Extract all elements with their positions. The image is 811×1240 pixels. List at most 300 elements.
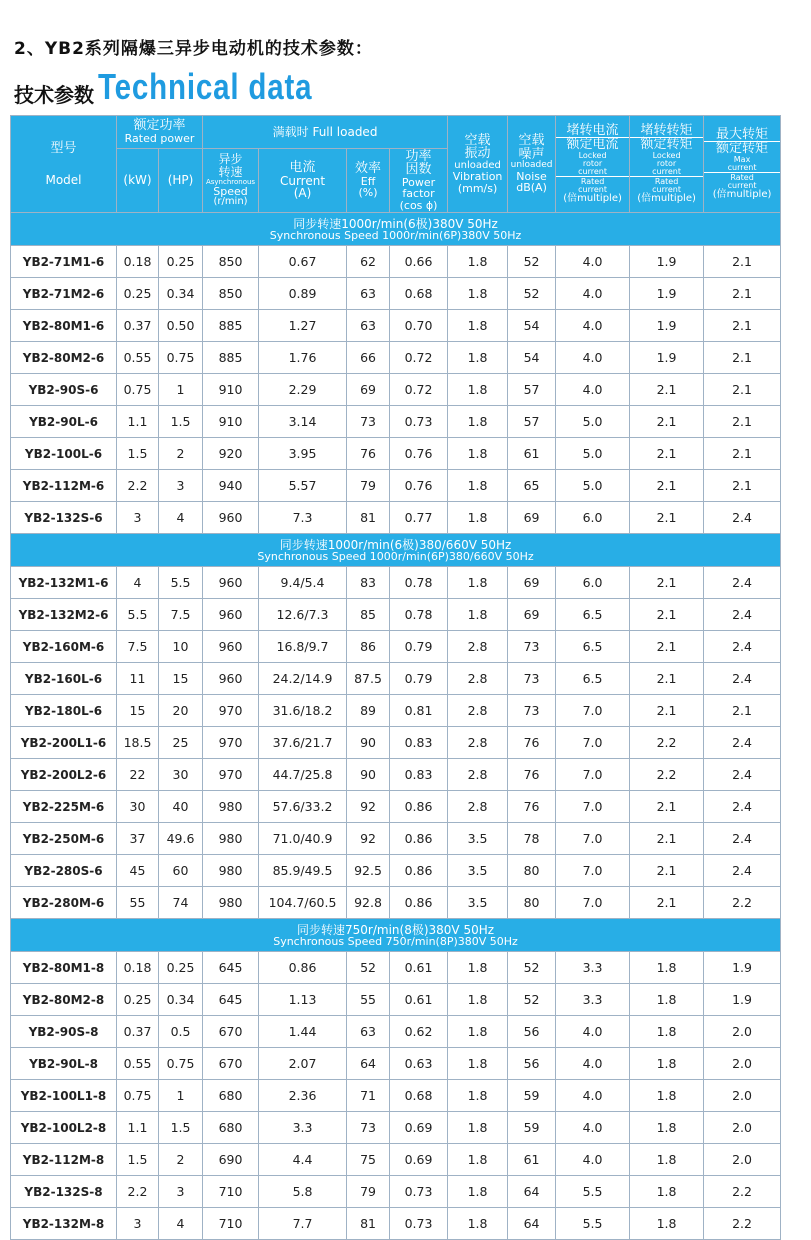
cell-max-torque-ratio: 2.0 (704, 1016, 781, 1048)
cell-current: 9.4/5.4 (259, 567, 347, 599)
cell-max-torque-ratio: 2.1 (704, 470, 781, 502)
cell-power-factor: 0.69 (390, 1144, 448, 1176)
cell-speed: 920 (203, 438, 259, 470)
cell-speed: 645 (203, 984, 259, 1016)
table-row (11, 855, 781, 887)
header-current: 电流 Current (A) (259, 149, 347, 213)
cell-locked-current-ratio: 7.0 (556, 887, 630, 919)
cell-noise: 61 (508, 1144, 556, 1176)
cell-efficiency: 69 (347, 374, 390, 406)
cell-locked-current-ratio: 3.3 (556, 952, 630, 984)
cell-speed: 680 (203, 1112, 259, 1144)
cell-vibration: 3.5 (448, 855, 508, 887)
cell-current: 3.14 (259, 406, 347, 438)
cell-noise: 59 (508, 1080, 556, 1112)
cell-locked-torque-ratio: 2.1 (630, 791, 704, 823)
header-noise: 空载噪声 unloaded Noise dB(A) (508, 116, 556, 213)
cell-locked-torque-ratio: 1.9 (630, 246, 704, 278)
cell-power-hp: 20 (159, 695, 203, 727)
cell-noise: 56 (508, 1048, 556, 1080)
cell-power-factor: 0.83 (390, 759, 448, 791)
page-title-en: Technical data (98, 66, 313, 107)
cell-locked-current-ratio: 6.5 (556, 631, 630, 663)
table-row (11, 1080, 781, 1112)
cell-noise: 56 (508, 1016, 556, 1048)
cell-max-torque-ratio: 2.4 (704, 599, 781, 631)
cell-power-hp: 0.34 (159, 984, 203, 1016)
cell-locked-torque-ratio: 2.1 (630, 631, 704, 663)
table-row (11, 1016, 781, 1048)
cell-current: 85.9/49.5 (259, 855, 347, 887)
cell-efficiency: 63 (347, 278, 390, 310)
cell-vibration: 1.8 (448, 1208, 508, 1240)
cell-efficiency: 90 (347, 727, 390, 759)
cell-max-torque-ratio: 2.4 (704, 631, 781, 663)
cell-current: 1.76 (259, 342, 347, 374)
cell-power-factor: 0.68 (390, 278, 448, 310)
cell-model: YB2-160M-6 (11, 631, 117, 663)
cell-efficiency: 76 (347, 438, 390, 470)
table-row (11, 759, 781, 791)
cell-locked-current-ratio: 4.0 (556, 374, 630, 406)
cell-speed: 910 (203, 406, 259, 438)
table-row (11, 1176, 781, 1208)
cell-power-hp: 0.25 (159, 952, 203, 984)
cell-current: 1.27 (259, 310, 347, 342)
cell-power-hp: 49.6 (159, 823, 203, 855)
cell-max-torque-ratio: 2.0 (704, 1144, 781, 1176)
cell-locked-torque-ratio: 2.1 (630, 406, 704, 438)
cell-vibration: 3.5 (448, 823, 508, 855)
table-row (11, 502, 781, 534)
cell-speed: 960 (203, 631, 259, 663)
cell-locked-current-ratio: 7.0 (556, 759, 630, 791)
cell-locked-current-ratio: 7.0 (556, 791, 630, 823)
cell-noise: 52 (508, 246, 556, 278)
cell-power-kw: 3 (117, 502, 159, 534)
cell-current: 37.6/21.7 (259, 727, 347, 759)
cell-vibration: 1.8 (448, 1176, 508, 1208)
cell-current: 5.57 (259, 470, 347, 502)
section-header-row (11, 213, 781, 246)
section-title-en: Synchronous Speed 750r/min(8P)380V 50Hz (273, 934, 518, 948)
cell-power-kw: 55 (117, 887, 159, 919)
cell-locked-torque-ratio: 1.8 (630, 984, 704, 1016)
cell-current: 1.13 (259, 984, 347, 1016)
cell-efficiency: 90 (347, 759, 390, 791)
cell-power-factor: 0.86 (390, 791, 448, 823)
cell-vibration: 1.8 (448, 1144, 508, 1176)
cell-power-kw: 1.5 (117, 1144, 159, 1176)
cell-current: 0.89 (259, 278, 347, 310)
cell-power-factor: 0.78 (390, 567, 448, 599)
cell-power-factor: 0.61 (390, 952, 448, 984)
cell-noise: 54 (508, 310, 556, 342)
cell-model: YB2-132S-8 (11, 1176, 117, 1208)
cell-noise: 57 (508, 406, 556, 438)
cell-model: YB2-112M-6 (11, 470, 117, 502)
cell-vibration: 1.8 (448, 1048, 508, 1080)
cell-model: YB2-90S-6 (11, 374, 117, 406)
cell-max-torque-ratio: 2.0 (704, 1080, 781, 1112)
cell-current: 3.95 (259, 438, 347, 470)
cell-efficiency: 55 (347, 984, 390, 1016)
table-row (11, 952, 781, 984)
cell-model: YB2-71M1-6 (11, 246, 117, 278)
cell-speed: 710 (203, 1176, 259, 1208)
table-row (11, 1144, 781, 1176)
cell-noise: 76 (508, 759, 556, 791)
cell-power-factor: 0.86 (390, 855, 448, 887)
cell-power-kw: 0.37 (117, 1016, 159, 1048)
cell-model: YB2-112M-8 (11, 1144, 117, 1176)
cell-model: YB2-280M-6 (11, 887, 117, 919)
cell-speed: 690 (203, 1144, 259, 1176)
cell-locked-current-ratio: 7.0 (556, 695, 630, 727)
section-header-row (11, 534, 781, 567)
cell-locked-torque-ratio: 2.1 (630, 374, 704, 406)
cell-power-kw: 0.75 (117, 374, 159, 406)
cell-power-kw: 15 (117, 695, 159, 727)
cell-noise: 64 (508, 1208, 556, 1240)
section-header (11, 919, 781, 952)
cell-power-kw: 11 (117, 663, 159, 695)
cell-power-factor: 0.69 (390, 1112, 448, 1144)
cell-noise: 52 (508, 952, 556, 984)
cell-power-kw: 0.25 (117, 984, 159, 1016)
cell-locked-torque-ratio: 1.9 (630, 278, 704, 310)
cell-power-factor: 0.81 (390, 695, 448, 727)
cell-power-factor: 0.68 (390, 1080, 448, 1112)
cell-model: YB2-250M-6 (11, 823, 117, 855)
cell-model: YB2-90S-8 (11, 1016, 117, 1048)
page-title (14, 66, 359, 108)
cell-model: YB2-90L-8 (11, 1048, 117, 1080)
table-row (11, 695, 781, 727)
cell-power-factor: 0.73 (390, 1176, 448, 1208)
cell-efficiency: 73 (347, 406, 390, 438)
cell-power-hp: 1.5 (159, 406, 203, 438)
header-full-loaded: 满载时 Full loaded (203, 116, 448, 149)
cell-speed: 980 (203, 887, 259, 919)
cell-locked-current-ratio: 4.0 (556, 1016, 630, 1048)
cell-locked-torque-ratio: 2.1 (630, 502, 704, 534)
cell-noise: 52 (508, 984, 556, 1016)
cell-model: YB2-200L1-6 (11, 727, 117, 759)
cell-current: 71.0/40.9 (259, 823, 347, 855)
cell-current: 2.36 (259, 1080, 347, 1112)
cell-vibration: 3.5 (448, 887, 508, 919)
section-header (11, 534, 781, 567)
table-row (11, 823, 781, 855)
cell-locked-torque-ratio: 1.8 (630, 1144, 704, 1176)
cell-efficiency: 86 (347, 631, 390, 663)
header-efficiency: 效率 Eff (%) (347, 149, 390, 213)
cell-vibration: 1.8 (448, 1016, 508, 1048)
cell-current: 24.2/14.9 (259, 663, 347, 695)
cell-power-hp: 2 (159, 438, 203, 470)
table-row (11, 663, 781, 695)
cell-speed: 970 (203, 759, 259, 791)
cell-vibration: 1.8 (448, 246, 508, 278)
table-row (11, 1208, 781, 1240)
cell-power-factor: 0.66 (390, 246, 448, 278)
cell-max-torque-ratio: 2.4 (704, 663, 781, 695)
cell-power-hp: 0.75 (159, 342, 203, 374)
table-row (11, 1048, 781, 1080)
cell-noise: 73 (508, 695, 556, 727)
cell-power-factor: 0.83 (390, 727, 448, 759)
cell-power-kw: 2.2 (117, 470, 159, 502)
cell-power-kw: 1.1 (117, 1112, 159, 1144)
cell-power-hp: 60 (159, 855, 203, 887)
section-header-row (11, 919, 781, 952)
cell-power-hp: 15 (159, 663, 203, 695)
cell-noise: 64 (508, 1176, 556, 1208)
cell-power-kw: 0.25 (117, 278, 159, 310)
cell-max-torque-ratio: 2.4 (704, 855, 781, 887)
cell-power-kw: 30 (117, 791, 159, 823)
cell-speed: 885 (203, 342, 259, 374)
cell-efficiency: 87.5 (347, 663, 390, 695)
cell-locked-torque-ratio: 2.1 (630, 470, 704, 502)
cell-speed: 710 (203, 1208, 259, 1240)
table-row (11, 631, 781, 663)
cell-power-factor: 0.79 (390, 663, 448, 695)
table-row (11, 567, 781, 599)
cell-noise: 52 (508, 278, 556, 310)
cell-current: 57.6/33.2 (259, 791, 347, 823)
cell-vibration: 1.8 (448, 470, 508, 502)
cell-max-torque-ratio: 2.4 (704, 727, 781, 759)
cell-power-hp: 3 (159, 1176, 203, 1208)
page-title-cn: 技术参数 (14, 83, 94, 107)
section-title-en: Synchronous Speed 1000r/min(6P)380V 50Hz (269, 228, 522, 242)
cell-current: 1.44 (259, 1016, 347, 1048)
cell-max-torque-ratio: 2.4 (704, 823, 781, 855)
cell-power-hp: 0.25 (159, 246, 203, 278)
header-vibration: 空载振动 unloaded Vibration (mm/s) (448, 116, 508, 213)
cell-locked-current-ratio: 5.5 (556, 1208, 630, 1240)
cell-locked-current-ratio: 6.0 (556, 567, 630, 599)
cell-locked-torque-ratio: 1.8 (630, 1016, 704, 1048)
cell-max-torque-ratio: 2.1 (704, 374, 781, 406)
cell-power-hp: 2 (159, 1144, 203, 1176)
cell-power-factor: 0.63 (390, 1048, 448, 1080)
cell-max-torque-ratio: 2.4 (704, 759, 781, 791)
cell-power-hp: 0.50 (159, 310, 203, 342)
cell-vibration: 1.8 (448, 952, 508, 984)
cell-power-hp: 1.5 (159, 1112, 203, 1144)
table-row (11, 984, 781, 1016)
cell-locked-current-ratio: 4.0 (556, 278, 630, 310)
cell-noise: 59 (508, 1112, 556, 1144)
cell-power-kw: 37 (117, 823, 159, 855)
cell-power-hp: 3 (159, 470, 203, 502)
cell-power-kw: 7.5 (117, 631, 159, 663)
cell-locked-torque-ratio: 1.8 (630, 1176, 704, 1208)
cell-noise: 73 (508, 663, 556, 695)
cell-speed: 970 (203, 727, 259, 759)
table-row (11, 599, 781, 631)
table-row (11, 887, 781, 919)
cell-model: YB2-80M1-6 (11, 310, 117, 342)
cell-power-hp: 0.34 (159, 278, 203, 310)
cell-locked-torque-ratio: 2.1 (630, 663, 704, 695)
cell-power-factor: 0.76 (390, 438, 448, 470)
cell-speed: 970 (203, 695, 259, 727)
cell-speed: 850 (203, 278, 259, 310)
table-row (11, 246, 781, 278)
cell-power-kw: 1.5 (117, 438, 159, 470)
cell-locked-current-ratio: 5.5 (556, 1176, 630, 1208)
cell-locked-current-ratio: 4.0 (556, 1144, 630, 1176)
cell-power-factor: 0.73 (390, 406, 448, 438)
cell-noise: 78 (508, 823, 556, 855)
cell-locked-torque-ratio: 2.1 (630, 855, 704, 887)
cell-locked-current-ratio: 4.0 (556, 1048, 630, 1080)
cell-locked-torque-ratio: 2.1 (630, 599, 704, 631)
cell-speed: 980 (203, 791, 259, 823)
header-speed: 异步转速 Asynchronous Speed (r/min) (203, 149, 259, 213)
cell-power-factor: 0.72 (390, 342, 448, 374)
cell-locked-torque-ratio: 1.8 (630, 1112, 704, 1144)
cell-max-torque-ratio: 2.1 (704, 438, 781, 470)
cell-power-kw: 0.55 (117, 342, 159, 374)
cell-locked-torque-ratio: 1.8 (630, 952, 704, 984)
cell-vibration: 2.8 (448, 759, 508, 791)
section-title-en: Synchronous Speed 1000r/min(6P)380/660V 50Hz (257, 549, 534, 563)
cell-locked-current-ratio: 4.0 (556, 246, 630, 278)
cell-power-kw: 5.5 (117, 599, 159, 631)
cell-max-torque-ratio: 2.1 (704, 310, 781, 342)
cell-power-factor: 0.79 (390, 631, 448, 663)
cell-model: YB2-100L2-8 (11, 1112, 117, 1144)
cell-current: 7.7 (259, 1208, 347, 1240)
cell-noise: 76 (508, 727, 556, 759)
cell-efficiency: 71 (347, 1080, 390, 1112)
table-body (11, 213, 781, 1240)
cell-model: YB2-80M2-6 (11, 342, 117, 374)
cell-power-kw: 45 (117, 855, 159, 887)
cell-current: 16.8/9.7 (259, 631, 347, 663)
table-row (11, 278, 781, 310)
cell-max-torque-ratio: 2.2 (704, 1176, 781, 1208)
cell-speed: 850 (203, 246, 259, 278)
cell-power-factor: 0.86 (390, 887, 448, 919)
section-title-cn: 同步转速750r/min(8极)380V 50Hz (297, 922, 495, 937)
cell-power-hp: 74 (159, 887, 203, 919)
cell-power-factor: 0.77 (390, 502, 448, 534)
cell-max-torque-ratio: 1.9 (704, 984, 781, 1016)
cell-efficiency: 81 (347, 1208, 390, 1240)
cell-max-torque-ratio: 2.1 (704, 246, 781, 278)
cell-locked-current-ratio: 4.0 (556, 1112, 630, 1144)
cell-max-torque-ratio: 2.0 (704, 1048, 781, 1080)
cell-efficiency: 63 (347, 1016, 390, 1048)
cell-power-kw: 1.1 (117, 406, 159, 438)
cell-efficiency: 92.8 (347, 887, 390, 919)
cell-noise: 57 (508, 374, 556, 406)
cell-power-factor: 0.78 (390, 599, 448, 631)
table-row (11, 727, 781, 759)
cell-current: 104.7/60.5 (259, 887, 347, 919)
cell-power-hp: 1 (159, 374, 203, 406)
cell-model: YB2-132M1-6 (11, 567, 117, 599)
cell-max-torque-ratio: 2.1 (704, 406, 781, 438)
header-power-factor: 功率因数 Power factor (cos ϕ) (390, 149, 448, 213)
cell-locked-torque-ratio: 1.8 (630, 1208, 704, 1240)
cell-locked-torque-ratio: 1.9 (630, 310, 704, 342)
table-row (11, 342, 781, 374)
cell-power-kw: 3 (117, 1208, 159, 1240)
cell-current: 0.86 (259, 952, 347, 984)
cell-power-kw: 22 (117, 759, 159, 791)
cell-locked-current-ratio: 7.0 (556, 727, 630, 759)
cell-model: YB2-160L-6 (11, 663, 117, 695)
cell-vibration: 1.8 (448, 406, 508, 438)
cell-power-hp: 1 (159, 1080, 203, 1112)
cell-locked-current-ratio: 3.3 (556, 984, 630, 1016)
header-locked-current: 堵转电流 额定电流 Locked rotor current Rated current (倍multiple) (556, 116, 630, 213)
cell-max-torque-ratio: 2.4 (704, 791, 781, 823)
cell-speed: 670 (203, 1048, 259, 1080)
cell-power-kw: 0.18 (117, 246, 159, 278)
cell-model: YB2-80M1-8 (11, 952, 117, 984)
cell-current: 31.6/18.2 (259, 695, 347, 727)
cell-current: 2.29 (259, 374, 347, 406)
section-heading: 2、YB2系列隔爆三异步电动机的技术参数： (14, 39, 373, 59)
cell-power-hp: 40 (159, 791, 203, 823)
cell-locked-current-ratio: 7.0 (556, 855, 630, 887)
cell-efficiency: 89 (347, 695, 390, 727)
cell-efficiency: 92 (347, 823, 390, 855)
cell-power-factor: 0.76 (390, 470, 448, 502)
cell-model: YB2-100L1-8 (11, 1080, 117, 1112)
cell-max-torque-ratio: 2.2 (704, 887, 781, 919)
cell-efficiency: 92.5 (347, 855, 390, 887)
cell-power-factor: 0.86 (390, 823, 448, 855)
header-rated-power: 额定功率 Rated power (117, 116, 203, 149)
table-row (11, 374, 781, 406)
cell-efficiency: 79 (347, 470, 390, 502)
cell-current: 4.4 (259, 1144, 347, 1176)
cell-power-hp: 4 (159, 1208, 203, 1240)
cell-power-kw: 2.2 (117, 1176, 159, 1208)
cell-power-factor: 0.70 (390, 310, 448, 342)
cell-max-torque-ratio: 2.1 (704, 695, 781, 727)
table-header (11, 116, 781, 213)
cell-efficiency: 66 (347, 342, 390, 374)
cell-vibration: 1.8 (448, 1080, 508, 1112)
cell-vibration: 1.8 (448, 984, 508, 1016)
cell-efficiency: 79 (347, 1176, 390, 1208)
cell-power-hp: 30 (159, 759, 203, 791)
cell-locked-current-ratio: 6.5 (556, 663, 630, 695)
cell-vibration: 2.8 (448, 791, 508, 823)
cell-speed: 980 (203, 823, 259, 855)
cell-locked-current-ratio: 5.0 (556, 438, 630, 470)
cell-efficiency: 73 (347, 1112, 390, 1144)
cell-current: 3.3 (259, 1112, 347, 1144)
cell-power-kw: 4 (117, 567, 159, 599)
cell-current: 0.67 (259, 246, 347, 278)
cell-efficiency: 62 (347, 246, 390, 278)
cell-locked-torque-ratio: 2.1 (630, 887, 704, 919)
section-header (11, 213, 781, 246)
cell-locked-torque-ratio: 2.2 (630, 727, 704, 759)
cell-power-hp: 5.5 (159, 567, 203, 599)
